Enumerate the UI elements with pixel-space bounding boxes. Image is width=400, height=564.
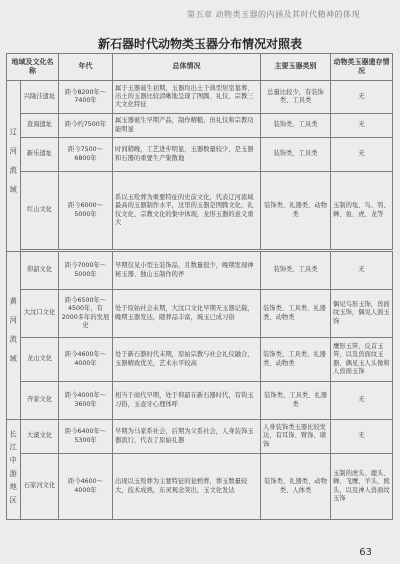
era-cell: 距今7000年～5000年	[59, 252, 113, 290]
overview-cell: 相当于商代早期，处于仰韶在新石器时代，有钩玉习俗，玉壶牙心理体呼	[113, 382, 261, 420]
era-cell: 距今4000年～3600年	[59, 382, 113, 420]
remains-cell: 玉制的虎头、鹿头、蝉、飞鹰、羊头、熊头，以及神人兽面纹玉饰	[331, 454, 393, 520]
era-cell: 距今6400年～5300年	[59, 420, 113, 454]
overview-cell: 时间稍晚，工艺进步明显，玉器数量较少，是玉器和石器的重要生产集散地	[113, 138, 261, 172]
types-cell: 装饰类、礼器类、动物类、人体类	[261, 454, 331, 520]
table-row	[7, 338, 393, 382]
table-row	[7, 114, 393, 138]
table-row	[7, 252, 393, 290]
era-cell: 距今4600～4000年	[59, 454, 113, 520]
chapter-heading: 第五章 动物类玉器的内涵及其时代精神的体现	[186, 10, 360, 19]
remains-cell: 无	[331, 252, 393, 290]
culture-cell: 红山文化	[21, 172, 59, 250]
types-cell: 装饰类、工具类、礼器类、动物类	[261, 290, 331, 338]
overview-cell: 属于玉器诞生初期，玉器均出土于典型居室墓葬，出土的玉器比较清晰地呈现了图腾、礼仪、宗教三大文化特征	[113, 81, 261, 114]
remains-cell: 无	[331, 114, 393, 138]
culture-cell: 石家河文化	[21, 454, 59, 520]
overview-cell: 出现以玉殓葬为主要特征的瓮棺葬，葬玉数量较大，技术成熟，东灵观念突出，玉文化发达	[113, 454, 261, 520]
table-row	[7, 382, 393, 420]
remains-cell: 无	[331, 81, 393, 114]
culture-cell: 兴隆洼遗址	[21, 81, 59, 114]
table-row	[7, 81, 393, 114]
era-cell: 距今6500年～4500年，有2000多年的发展史	[59, 290, 113, 338]
types-cell: 装饰类、工具类	[261, 252, 331, 290]
culture-cell: 龙山文化	[21, 338, 59, 382]
remains-cell: 无	[331, 420, 393, 454]
region-cell: 黄河流域	[7, 252, 21, 420]
types-cell: 装饰类、工具类、礼器类	[261, 382, 331, 420]
remains-cell: 鹰形玉笄、反首玉笄，以及兽面纹玉器，偶见玉人头像和人兽面玉饰	[331, 338, 393, 382]
culture-cell: 大溪文化	[21, 420, 59, 454]
table-row	[7, 290, 393, 338]
region-cell: 辽河流域	[7, 81, 21, 252]
table-row	[7, 172, 393, 250]
era-cell: 距今4600年～4000年	[59, 338, 113, 382]
table-row	[7, 454, 393, 520]
era-cell: 距今约7500年	[59, 114, 113, 138]
table-row	[7, 138, 393, 172]
table-row	[7, 420, 393, 454]
overview-cell: 早期为马家系社会，后期为父系社会，人身装饰玉器流行，代表了原始礼器	[113, 420, 261, 454]
culture-cell: 齐家文化	[21, 382, 59, 420]
page-number: 63	[359, 547, 372, 558]
culture-cell: 大汶口文化	[21, 290, 59, 338]
header-main-types: 主要玉器类别	[261, 54, 331, 81]
culture-cell: 仰韶文化	[21, 252, 59, 290]
running-header	[0, 0, 400, 26]
overview-cell: 早期仅见小型玉装饰品，且数量很少，晚期发现神秘玉器、独山玉制作的斧	[113, 252, 261, 290]
types-cell: 总量比较少，有装饰类、工具类	[261, 81, 331, 114]
overview-cell: 属玉器诞生早期产品，制作精糙，但礼仪和宗教功能明显	[113, 114, 261, 138]
header-overview: 总体情况	[113, 54, 261, 81]
table-title: 新石器时代动物类玉器分布情况对照表	[97, 37, 302, 51]
overview-cell: 处于原始社会末期，大汶口文化早期无玉器记载，晚期玉器发达，随葬品丰富，琬玉已成习俗	[113, 290, 261, 338]
era-cell: 距今6000～5000年	[59, 172, 113, 250]
types-cell: 人身装饰类玉器比较发达，有耳饰、臂饰、璜饰	[261, 420, 331, 454]
remains-cell: 无	[331, 382, 393, 420]
overview-cell: 处于新石器时代末期，原始宗教与社会礼仪融合，玉器精致优美，艺术水平较高	[113, 338, 261, 382]
header-region-culture: 地域及文化名称	[7, 54, 59, 81]
header-era: 年代	[59, 54, 113, 81]
remains-cell: 无	[331, 138, 393, 172]
era-cell: 距今8200年～7400年	[59, 81, 113, 114]
region-cell: 长江中游地区	[7, 420, 21, 520]
table-header-row	[7, 54, 393, 81]
overview-cell: 系以玉殓葬为重要特征的史前文化，代表辽河流域最高的玉器制作水平，这里的玉器是图腾文化、礼仪文化、宗教文化的集中体现，龙形玉器的意义重大	[113, 172, 261, 250]
types-cell: 装饰类、工具类	[261, 138, 331, 172]
culture-cell: 新乐遗址	[21, 138, 59, 172]
types-cell: 装饰类、工具类	[261, 114, 331, 138]
types-cell: 装饰类、礼器类、动物类	[261, 172, 331, 250]
era-cell: 距今7500～6800年	[59, 138, 113, 172]
jade-distribution-table	[6, 53, 393, 520]
types-cell: 装饰类、工具类、礼器类、动物类	[261, 338, 331, 382]
remains-cell: 偶见鸟形玉饰，兽面纹玉饰，偶见人面玉饰	[331, 290, 393, 338]
header-remains: 动物类玉器遗存情况	[331, 54, 393, 81]
culture-cell: 查海遗址	[21, 114, 59, 138]
remains-cell: 玉制的龟、鸟、鸮、蝉、鱼、虎、龙等	[331, 172, 393, 250]
